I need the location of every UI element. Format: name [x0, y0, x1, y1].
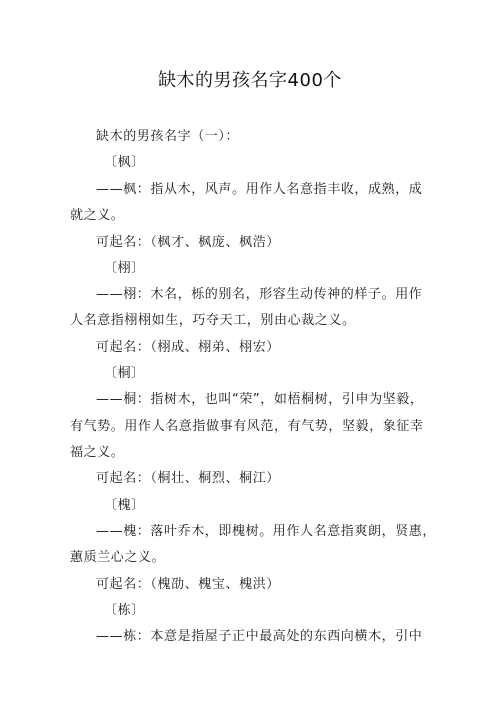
name-suggestions: 可起名：（桐壮、桐烈、桐江）	[96, 471, 280, 486]
document-title: 缺木的男孩名字400个	[158, 70, 342, 91]
text-line: 有气势。用作人名意指做事有风范，有气势，坚毅，象征幸	[70, 419, 424, 434]
name-suggestions: 可起名：（枫才、枫庞、枫浩）	[96, 235, 280, 250]
text-line: 就之义。	[70, 208, 125, 223]
section-heading: 缺木的男孩名字（一）：	[96, 129, 240, 144]
name-suggestions: 可起名：（槐劭、槐宝、槐洪）	[96, 577, 280, 592]
text-line: ——栋：本意是指屋子正中最高处的东西向横木，引中	[96, 629, 423, 644]
text-line: 福之义。	[70, 445, 125, 460]
char-heading-dong: 〔栋〕	[104, 603, 145, 618]
char-heading-feng: 〔枫〕	[104, 155, 145, 170]
char-heading-xu: 〔栩〕	[104, 261, 145, 276]
char-heading-tong: 〔桐〕	[104, 366, 145, 381]
text-line: 人名意指栩栩如生，巧夺天工，别由心裁之义。	[70, 313, 356, 328]
text-line: ——枫：指从木，风声。用作人名意指丰收，成熟，成	[96, 182, 423, 197]
char-heading-huai: 〔槐〕	[104, 498, 145, 513]
text-line: ——桐：指树木，也叫“荣”，如梧桐树，引申为坚毅，	[96, 392, 424, 407]
text-line: ——栩：木名，栎的别名，形容生动传神的样子。用作	[96, 287, 423, 302]
name-suggestions: 可起名：（栩成、栩弟、栩宏）	[96, 340, 280, 355]
text-line: 蕙质兰心之义。	[70, 550, 166, 565]
text-line: ——槐：落叶乔木，即槐树。用作人名意指爽朗，贤惠，	[96, 524, 437, 539]
